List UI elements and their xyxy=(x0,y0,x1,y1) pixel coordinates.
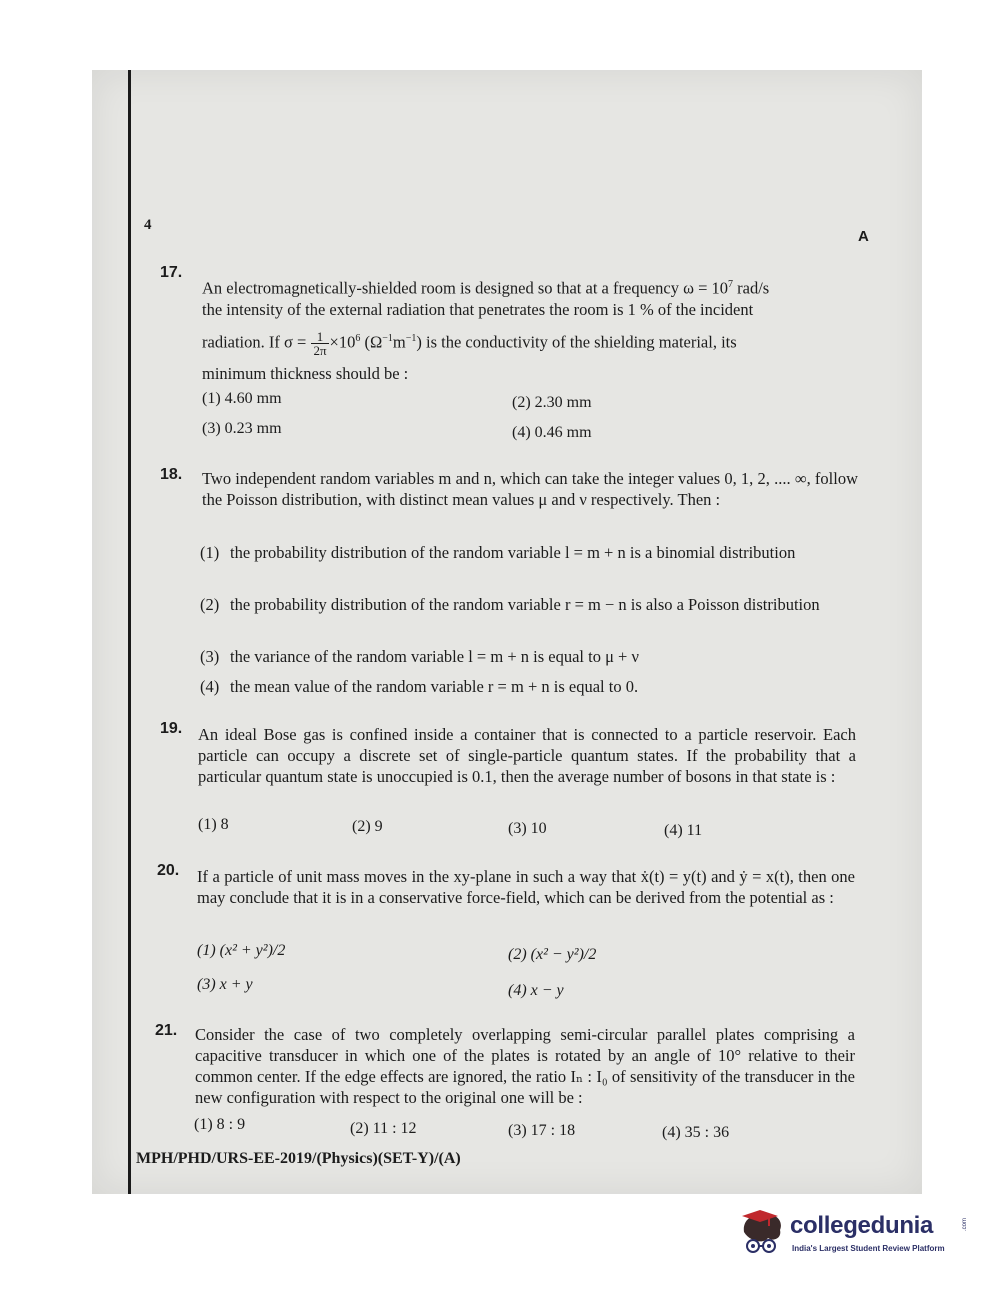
option-2 xyxy=(200,594,858,615)
superscript: 6 xyxy=(355,332,361,344)
option-1: (1) 4.60 mm xyxy=(202,390,282,407)
question-number: 17. xyxy=(160,264,183,281)
option-text: the probability distribution of the random variable l = m + n is a binomial distribution xyxy=(230,543,796,562)
superscript: 7 xyxy=(728,279,734,290)
fraction-denominator: 2π xyxy=(313,342,327,358)
superscript: −1 xyxy=(405,332,417,344)
option-4: (4) x − y xyxy=(508,982,564,999)
option-2: (2) 11 : 12 xyxy=(350,1120,417,1137)
page-number: 4 xyxy=(144,217,152,233)
logo-wordmark: collegedunia xyxy=(790,1212,934,1239)
option-text: the variance of the random variable l = m + n is equal to μ + ν xyxy=(230,647,639,666)
paper-code: MPH/PHD/URS-EE-2019/(Physics)(SET-Y)/(A) xyxy=(136,1150,461,1167)
fraction xyxy=(311,330,328,357)
option-label: (1) xyxy=(200,543,220,562)
set-letter: A xyxy=(858,228,869,245)
question-text: An ideal Bose gas is confined inside a container that is connected to a particle reservoir. Each particle can occupy a discrete set of single-particle quantum states. If the probability that a particular quantum state is unoccupied is 0.1, then the average number of bosons in that state is : xyxy=(198,725,856,786)
option-2: (2) 9 xyxy=(352,818,383,835)
question-line: the intensity of the external radiation that penetrates the room is 1 % of the incident xyxy=(202,299,754,319)
question-line xyxy=(202,328,860,357)
option-4 xyxy=(200,676,858,697)
mascot-icon xyxy=(738,1208,786,1258)
text-run: radiation. If σ = xyxy=(202,332,307,351)
text-run: rad/s xyxy=(733,278,770,298)
option-1: (1) 8 : 9 xyxy=(194,1116,246,1133)
question-number: 18. xyxy=(160,466,183,483)
text-run: ×10 xyxy=(329,332,356,351)
question-line: minimum thickness should be : xyxy=(202,363,409,383)
question-text: Consider the case of two completely overlapping semi-circular parallel plates comprising a capacitive transducer in which one of the plates is rotated by an angle of 10° relative to their common center. If the edge effects are ignored, the ratio Iₙ : I₀ of sensitivity of the transducer in the new configuration with respect to the original one will be : xyxy=(195,1025,855,1107)
text-run: ) is the conductivity of the shielding material, its xyxy=(416,332,737,351)
option-text: the mean value of the random variable r = m + n is equal to 0. xyxy=(230,677,639,696)
option-4: (4) 11 xyxy=(664,822,703,839)
option-3: (3) 10 xyxy=(508,820,547,837)
option-2: (2) 2.30 mm xyxy=(512,394,592,411)
option-text: the probability distribution of the random variable r = m − n is also a Poisson distribution xyxy=(230,595,820,614)
option-3: (3) x + y xyxy=(197,976,253,993)
text-run: An electromagnetically-shielded room is designed so that at a frequency ω = 10 xyxy=(202,278,729,298)
option-2: (2) (x² − y²)/2 xyxy=(508,946,597,963)
question-number: 20. xyxy=(157,862,180,879)
option-label: (4) xyxy=(200,677,220,696)
superscript: −1 xyxy=(382,332,393,344)
option-1: (1) (x² + y²)/2 xyxy=(197,942,286,959)
option-3: (3) 17 : 18 xyxy=(508,1122,576,1139)
question-line xyxy=(202,274,860,299)
option-1 xyxy=(200,542,858,563)
fraction-numerator: 1 xyxy=(311,330,328,344)
option-4: (4) 35 : 36 xyxy=(662,1124,730,1141)
text-run: (Ω xyxy=(360,332,383,351)
text-run: m xyxy=(392,332,406,351)
question-text: If a particle of unit mass moves in the xy-plane in such a way that ẋ(t) = y(t) and ẏ = x(t), then one may conclude that it is in a conservative force-field, which can be derived from the potential as : xyxy=(197,867,855,907)
scan-edge xyxy=(128,70,131,1194)
question-number: 19. xyxy=(160,720,183,737)
question-number: 21. xyxy=(155,1022,178,1039)
logo-tagline: India's Largest Student Review Platform xyxy=(792,1244,945,1253)
option-label: (3) xyxy=(200,647,220,666)
option-3: (3) 0.23 mm xyxy=(202,420,282,437)
logo-tld: .com xyxy=(962,1218,968,1232)
question-text: Two independent random variables m and n, which can take the integer values 0, 1, 2, .... ∞, follow the Poisson distribution, with distinct mean values μ and ν respectively. Then : xyxy=(202,469,858,509)
question-text xyxy=(202,274,860,384)
option-1: (1) 8 xyxy=(198,816,229,833)
option-3 xyxy=(200,646,858,667)
option-label: (2) xyxy=(200,595,220,614)
collegedunia-logo[interactable] xyxy=(738,1208,968,1260)
option-4: (4) 0.46 mm xyxy=(512,424,592,441)
